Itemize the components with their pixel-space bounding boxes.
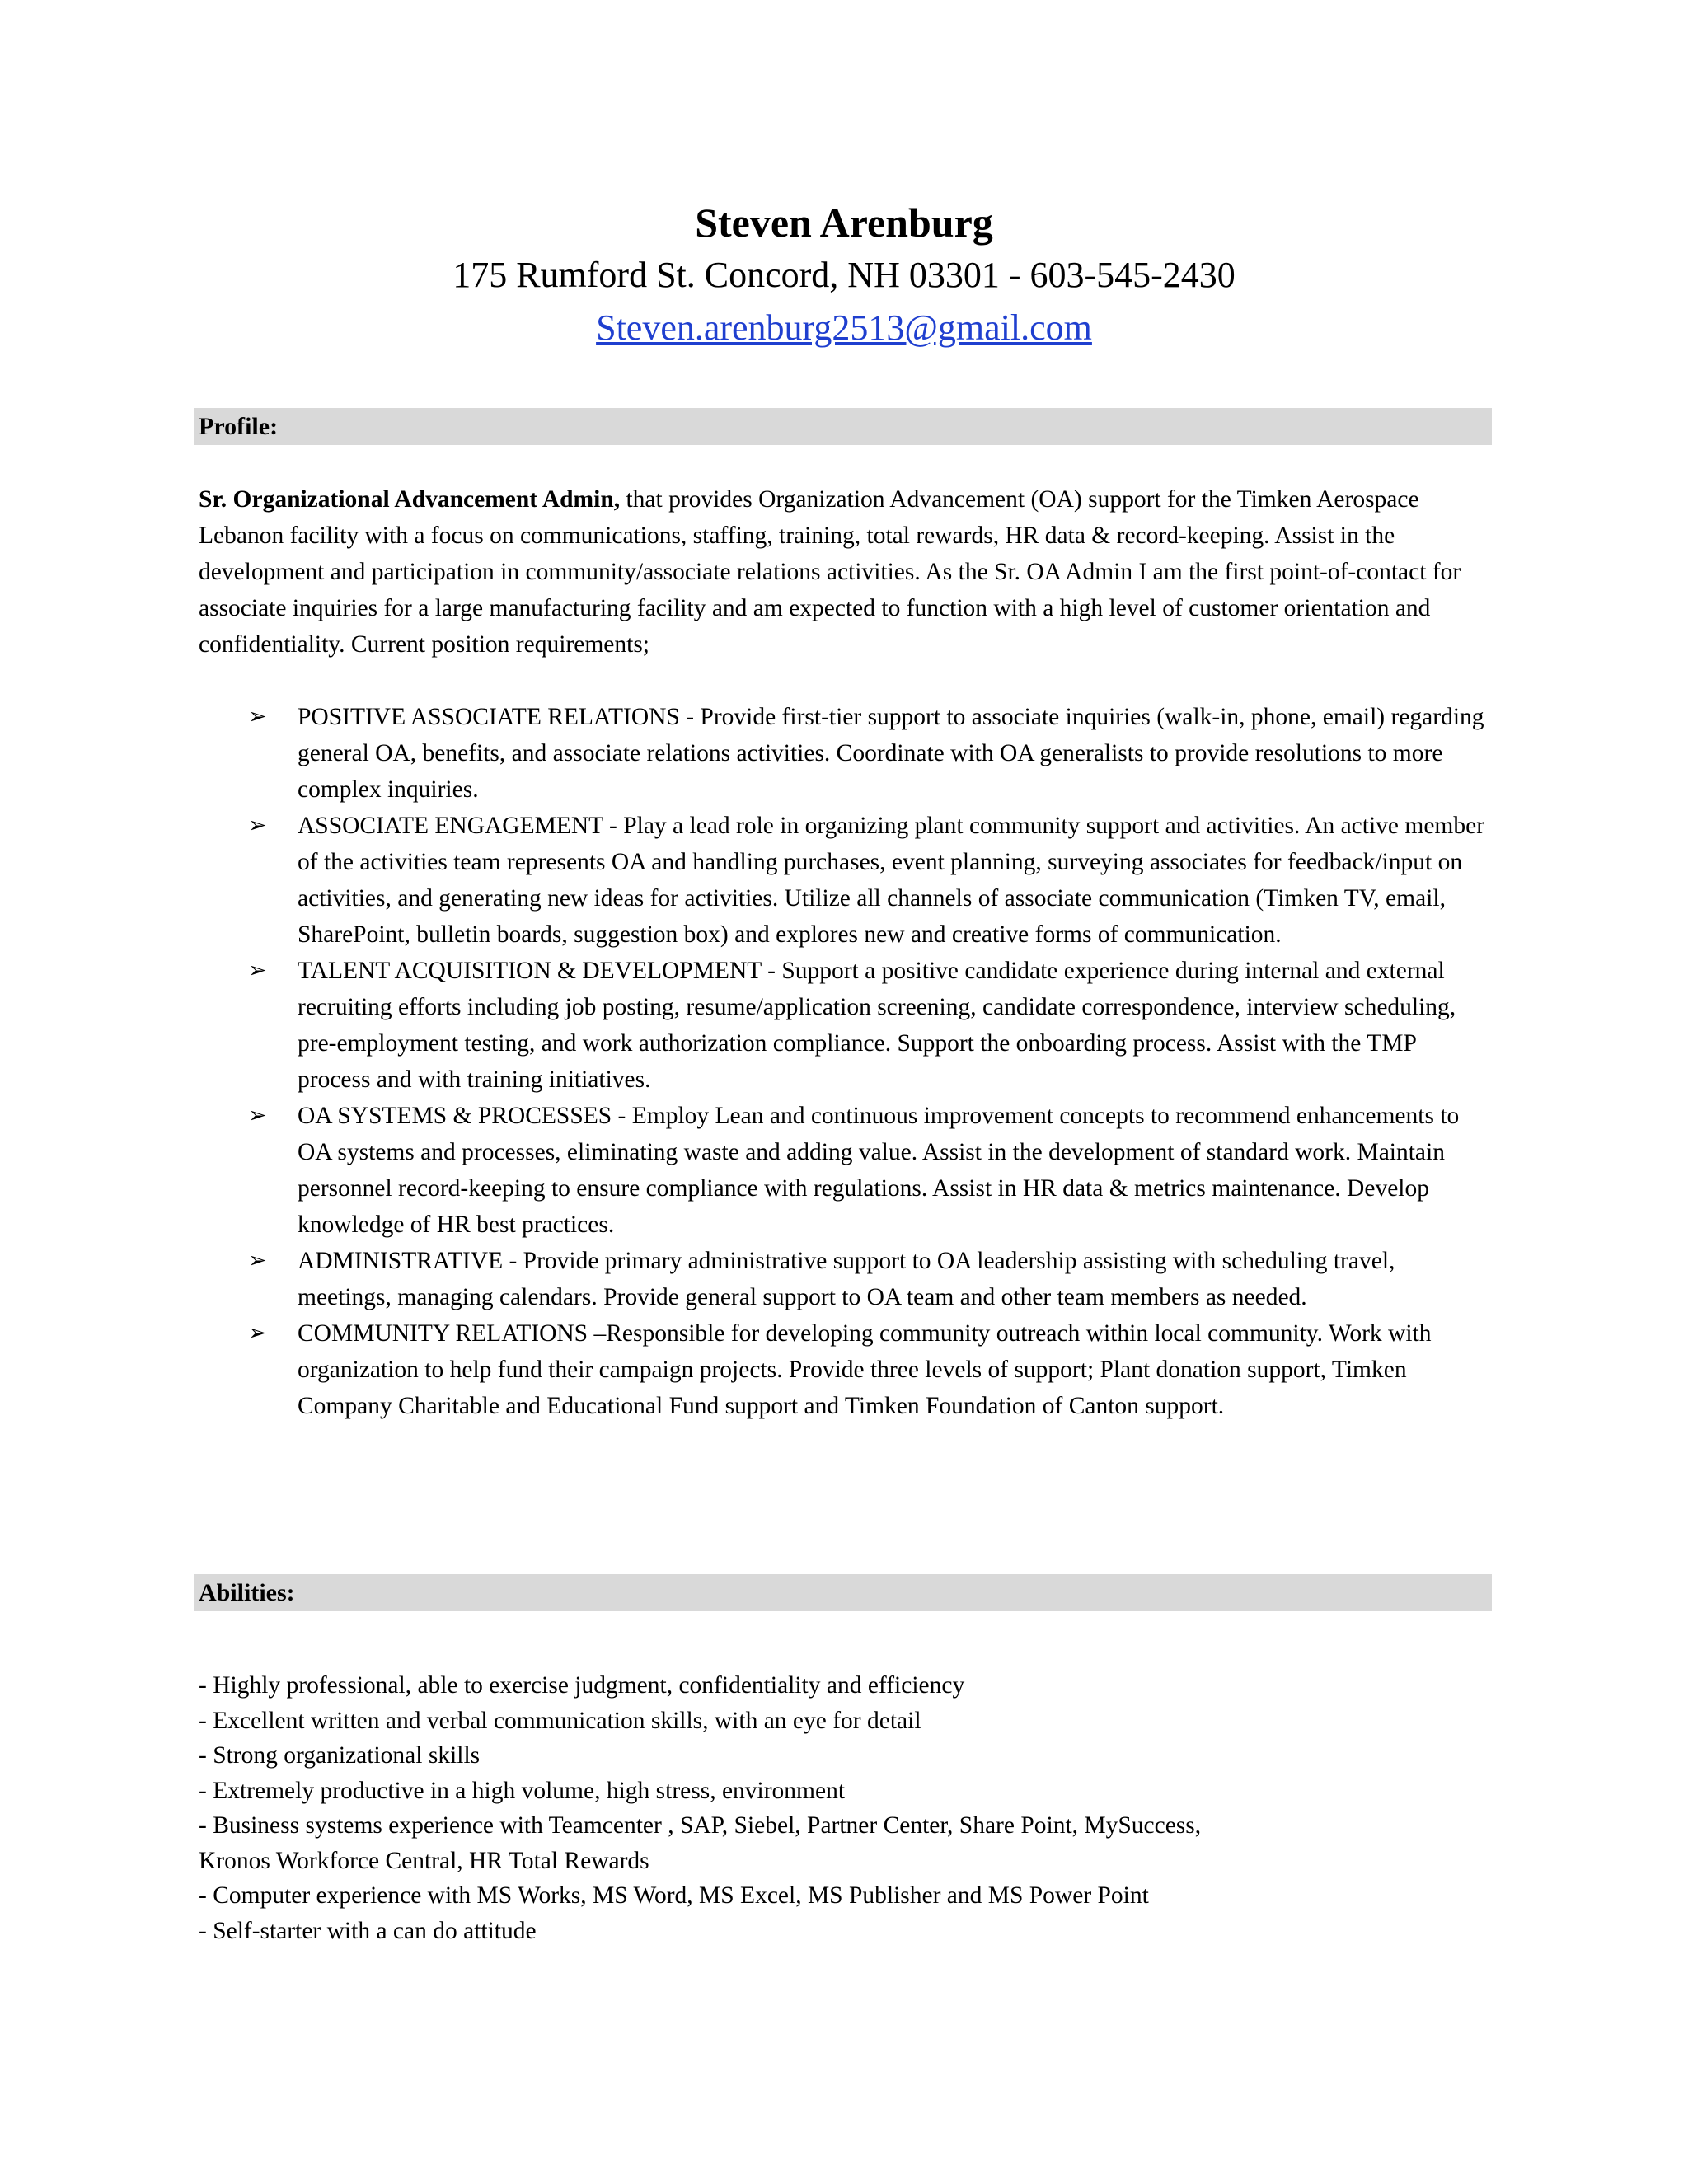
arrow-bullet-icon: ➢ — [248, 1248, 267, 1273]
arrow-bullet-icon: ➢ — [248, 704, 267, 729]
list-item: Kronos Workforce Central, HR Total Rewards — [199, 1847, 649, 1874]
arrow-bullet-icon: ➢ — [248, 1103, 267, 1128]
list-item: - Computer experience with MS Works, MS Word, MS Excel, MS Publisher and MS Power Point — [199, 1882, 1149, 1909]
responsibility-list — [0, 699, 1688, 1424]
candidate-name: Steven Arenburg — [695, 199, 993, 246]
responsibility-text: COMMUNITY RELATIONS –Responsible for developing community outreach within local community. Work with organization to help fund their campaign projects. Provide three levels of support; Plant donation support, Timken Company Charitable and Educational Fund support and Timken Foundation of Canton support. — [298, 1320, 1432, 1419]
list-item — [0, 808, 1688, 953]
list-item — [0, 953, 1688, 1098]
arrow-bullet-icon: ➢ — [248, 958, 267, 983]
list-item: - Strong organizational skills — [199, 1742, 481, 1769]
profile-job-title: Sr. Organizational Advancement Admin, — [199, 486, 621, 513]
list-item: - Excellent written and verbal communication skills, with an eye for detail — [199, 1707, 921, 1734]
list-item: - Highly professional, able to exercise judgment, confidentiality and efficiency — [199, 1672, 965, 1699]
responsibility-text: TALENT ACQUISITION & DEVELOPMENT - Support a positive candidate experience during internal and external recruiting efforts including job posting, resume/application screening, candidate correspondence, interview scheduling, pre-employment testing, and work authorization compliance. Support the onboarding process. Assist with the TMP process and with training initiatives. — [298, 958, 1456, 1093]
abilities-section-heading: Abilities: — [194, 1574, 1492, 1611]
list-item: - Extremely productive in a high volume, high stress, environment — [199, 1777, 846, 1804]
abilities-list — [199, 1668, 1494, 1948]
responsibility-text: POSITIVE ASSOCIATE RELATIONS - Provide first-tier support to associate inquiries (walk-in, phone, email) regarding general OA, benefits, and associate relations activities. Coordinate with OA generalists to provide resolutions to more complex inquiries. — [298, 704, 1484, 803]
responsibility-text: ASSOCIATE ENGAGEMENT - Play a lead role in organizing plant community support and activities. An active member of the activities team represents OA and handling purchases, event planning, surveying associates for feedback/input on activities, and generating new ideas for activities. Utilize all channels of associate communication (Timken TV, email, SharePoint, bulletin boards, suggestion box) and explores new and creative forms of communication. — [298, 813, 1485, 948]
profile-summary-text: that provides Organization Advancement (OA) support for the Timken Aerospace Lebanon facility with a focus on communications, staffing, training, total rewards, HR data & record-keeping. Assist in the development and participation in community/associate relations activities. As the Sr. OA Admin I am the first point-of-contact for associate inquiries for a large manufacturing facility and am expected to function with a high level of customer orientation and confidentiality. Current position requirements; — [199, 486, 1461, 658]
profile-section-heading: Profile: — [194, 408, 1492, 445]
arrow-bullet-icon: ➢ — [248, 1320, 267, 1346]
list-item — [0, 1243, 1688, 1315]
list-item — [0, 699, 1688, 808]
resume-header — [0, 196, 1688, 354]
list-item — [0, 1098, 1688, 1243]
list-item — [0, 1315, 1688, 1424]
contact-address-phone: 175 Rumford St. Concord, NH 03301 - 603-545-2430 — [452, 255, 1236, 295]
arrow-bullet-icon: ➢ — [248, 813, 267, 838]
email-link[interactable]: Steven.arenburg2513@gmail.com — [596, 307, 1092, 348]
list-item: - Business systems experience with Teamcenter , SAP, Siebel, Partner Center, Share Point, MySuccess, — [199, 1812, 1202, 1839]
responsibility-text: OA SYSTEMS & PROCESSES - Employ Lean and continuous improvement concepts to recommend enhancements to OA systems and processes, eliminating waste and adding value. Assist in the development of standard work. Maintain personnel record-keeping to ensure compliance with regulations. Assist in HR data & metrics maintenance. Develop knowledge of HR best practices. — [298, 1103, 1460, 1238]
responsibility-text: ADMINISTRATIVE - Provide primary administrative support to OA leadership assisting with scheduling travel, meetings, managing calendars. Provide general support to OA team and other team members as needed. — [298, 1248, 1395, 1310]
list-item: - Self-starter with a can do attitude — [199, 1917, 537, 1944]
profile-summary — [199, 481, 1494, 663]
